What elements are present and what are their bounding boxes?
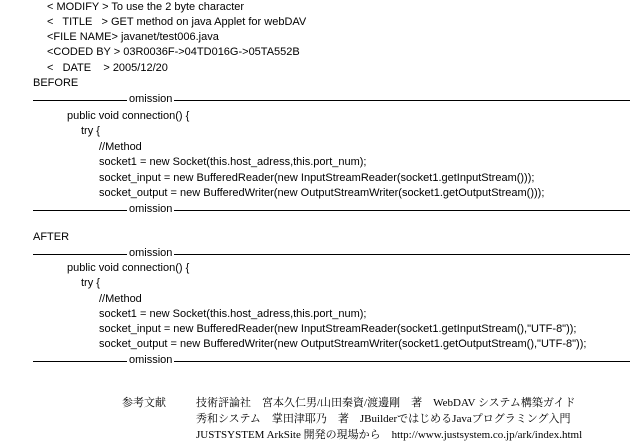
- before-omission-bottom: omission: [129, 203, 173, 215]
- after-code-line-4: socket1 = new Socket(this.host_adress,this.port_num);: [99, 308, 367, 320]
- before-code-line-3: //Method: [99, 141, 142, 153]
- header-title: < TITLE > GET method on java Applet for webDAV: [47, 16, 307, 28]
- before-code-line-1: public void connection() {: [67, 110, 190, 122]
- after-code-line-6: socket_output = new BufferedWriter(new OutputStreamWriter(socket1.getOutputStream(),"UTF-8"));: [99, 338, 587, 350]
- before-code-line-6: socket_output = new BufferedWriter(new OutputStreamWriter(socket1.getOutputStream()));: [99, 187, 545, 199]
- references-label: 参考文献: [122, 397, 166, 409]
- after-code-line-5: socket_input = new BufferedReader(new InputStreamReader(socket1.getInputStream(),"UTF-8"));: [99, 323, 577, 335]
- reference-2: 秀和システム 掌田津耶乃 著 JBuilderではじめるJavaプログラミング入門: [196, 413, 571, 425]
- before-bottom-rule: [33, 210, 630, 211]
- reference-3: JUSTSYSTEM ArkSite 開発の現場から http://www.justsystem.co.jp/ark/index.html: [196, 429, 583, 441]
- after-label: AFTER: [33, 231, 70, 243]
- after-omission-top: omission: [129, 247, 173, 259]
- after-code-line-3: //Method: [99, 293, 142, 305]
- before-code-line-4: socket1 = new Socket(this.host_adress,this.port_num);: [99, 156, 367, 168]
- after-code-line-1: public void connection() {: [67, 262, 190, 274]
- before-label: BEFORE: [33, 77, 79, 89]
- header-date: < DATE > 2005/12/20: [47, 62, 168, 74]
- after-code-line-2: try {: [81, 277, 100, 289]
- after-bottom-rule: [33, 361, 630, 362]
- header-modify: < MODIFY > To use the 2 byte character: [47, 1, 245, 13]
- after-top-rule: [33, 254, 630, 255]
- after-omission-bottom: omission: [129, 354, 173, 366]
- before-top-rule: [33, 100, 630, 101]
- header-file-name: <FILE NAME> javanet/test006.java: [47, 31, 219, 43]
- before-code-line-2: try {: [81, 125, 100, 137]
- before-code-line-5: socket_input = new BufferedReader(new InputStreamReader(socket1.getInputStream()));: [99, 172, 535, 184]
- before-omission-top: omission: [129, 93, 173, 105]
- header-coded-by: <CODED BY > 03R0036F->04TD016G->05TA552B: [47, 46, 300, 58]
- reference-1: 技術評論社 宮本久仁男/山田秦資/渡邊剛 著 WebDAV システム構築ガイド: [196, 397, 576, 409]
